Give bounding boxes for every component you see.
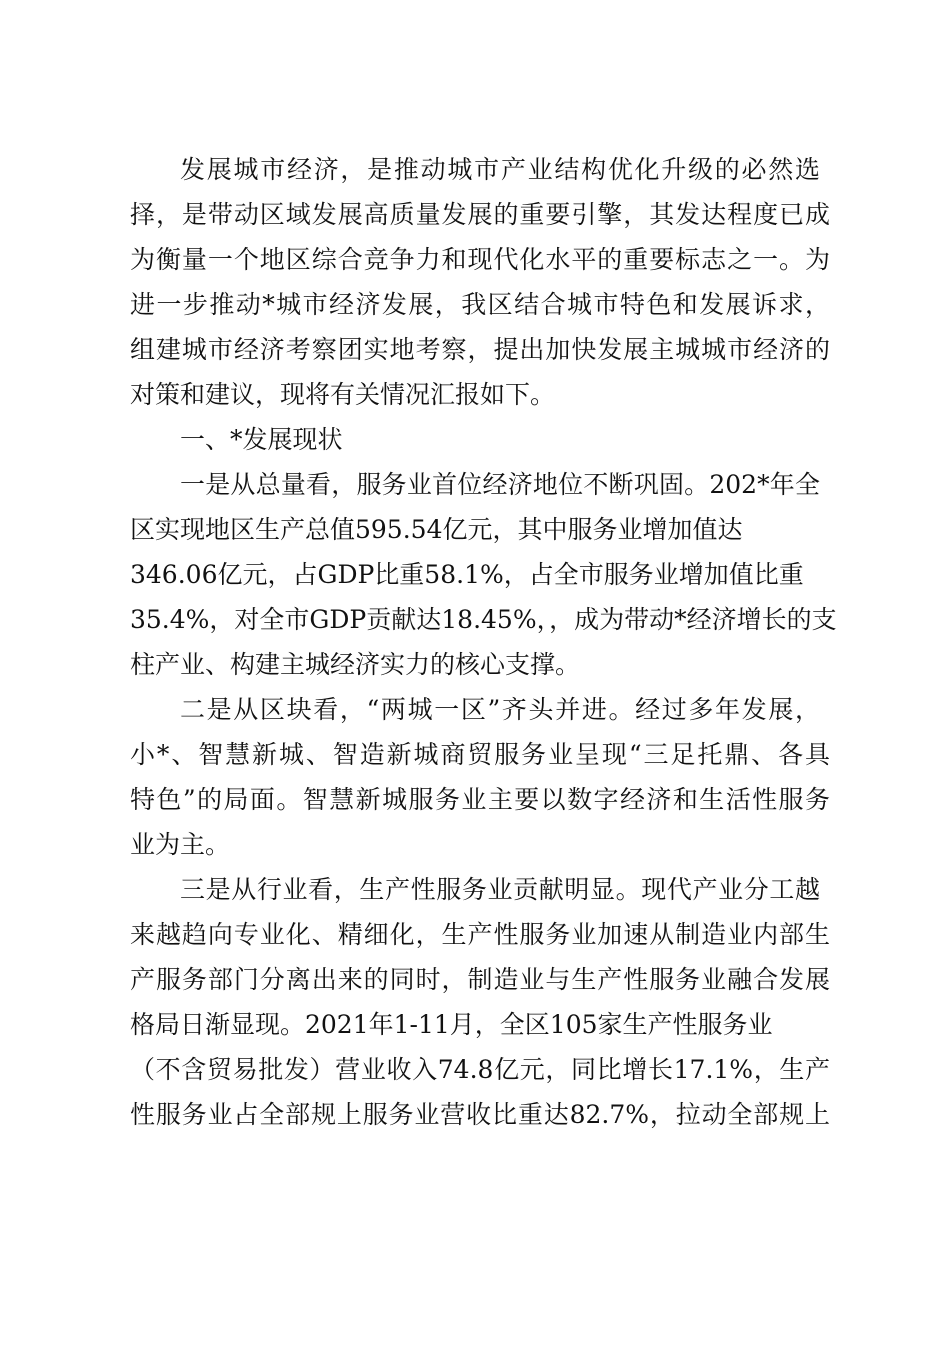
- paragraph-line: 为衡量一个地区综合竞争力和现代化水平的重要标志之一。为: [130, 245, 830, 274]
- paragraph-line: 三是从行业看，生产性服务业贡献明显。现代产业分工越: [180, 875, 820, 904]
- paragraph-line: （不含贸易批发）营业收入74.8亿元，同比增长17.1%，生产: [130, 1055, 830, 1084]
- paragraph-line: 区实现地区生产总值595.54亿元，其中服务业增加值达: [130, 515, 743, 544]
- paragraph-line: 对策和建议，现将有关情况汇报如下。: [130, 380, 556, 409]
- section-heading: 一、*发展现状: [180, 425, 343, 454]
- paragraph-line: 组建城市经济考察团实地考察，提出加快发展主城城市经济的: [130, 335, 830, 364]
- paragraph-line: 性服务业占全部规上服务业营收比重达82.7%，拉动全部规上: [130, 1100, 830, 1129]
- paragraph-line: 业为主。: [130, 830, 231, 859]
- paragraph-line: 二是从区块看，“两城一区”齐头并进。经过多年发展，: [180, 695, 820, 724]
- paragraph-line: 小*、智慧新城、智造新城商贸服务业呈现“三足托鼎、各具: [130, 740, 830, 769]
- paragraph-line: 产服务部门分离出来的同时，制造业与生产性服务业融合发展: [130, 965, 830, 994]
- paragraph-line: 特色”的局面。智慧新城服务业主要以数字经济和生活性服务: [130, 785, 830, 814]
- paragraph-line: 柱产业、构建主城经济实力的核心支撑。: [130, 650, 581, 679]
- paragraph-line: 346.06亿元，占GDP比重58.1%，占全市服务业增加值比重: [130, 560, 804, 589]
- paragraph-line: 进一步推动*城市经济发展，我区结合城市特色和发展诉求，: [130, 290, 830, 319]
- paragraph-line: 来越趋向专业化、精细化，生产性服务业加速从制造业内部生: [130, 920, 830, 949]
- paragraph-line: 发展城市经济，是推动城市产业结构优化升级的必然选: [180, 155, 820, 184]
- paragraph-line: 35.4%，对全市GDP贡献达18.45%，，成为带动*经济增长的支: [130, 605, 837, 634]
- paragraph-line: 格局日渐显现。2021年1-11月，全区105家生产性服务业: [130, 1010, 773, 1039]
- paragraph-line: 择，是带动区域发展高质量发展的重要引擎，其发达程度已成: [130, 200, 830, 229]
- paragraph-line: 一是从总量看，服务业首位经济地位不断巩固。202*年全: [180, 470, 820, 499]
